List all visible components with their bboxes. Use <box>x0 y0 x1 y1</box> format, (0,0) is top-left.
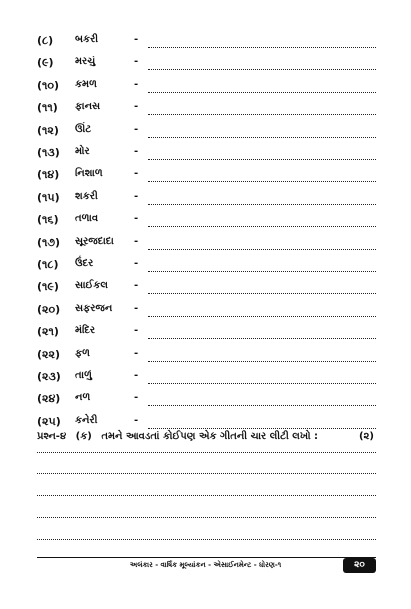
item-number: (૧૧) <box>37 101 58 115</box>
answer-line <box>37 495 376 496</box>
word-row <box>0 31 411 53</box>
item-number: (૯) <box>37 56 54 70</box>
writing-line <box>148 293 376 294</box>
item-dash: - <box>134 414 139 426</box>
item-number: (૨૦) <box>37 302 61 316</box>
word-row <box>0 277 411 299</box>
item-word: સફરજન <box>75 302 113 314</box>
writing-line <box>148 159 376 160</box>
item-dash: - <box>134 302 139 314</box>
word-row <box>0 210 411 232</box>
item-dash: - <box>134 34 139 45</box>
word-row <box>0 53 411 75</box>
item-word: ફાનસ <box>75 101 101 113</box>
question-text: તમને આવડતાં કોઈપણ એક ગીતની ચાર લીટી લખો : <box>101 431 319 442</box>
footer-divider <box>37 557 376 558</box>
item-number: (૧૮) <box>37 258 59 271</box>
item-word: ફળ <box>75 347 90 359</box>
writing-line <box>148 204 376 205</box>
item-dash: - <box>134 56 139 68</box>
word-row <box>0 300 411 322</box>
word-row <box>0 188 411 210</box>
item-word: ઉંદર <box>75 258 94 269</box>
item-number: (૮) <box>37 34 54 47</box>
item-number: (૧૨) <box>37 123 59 137</box>
item-number: (૨૩) <box>37 370 61 383</box>
item-word: ઊંટ <box>75 123 92 135</box>
item-number: (૧૭) <box>37 235 61 249</box>
answer-line <box>37 517 376 518</box>
word-row <box>0 76 411 98</box>
item-dash: - <box>134 325 139 337</box>
item-dash: - <box>134 213 139 225</box>
answer-line <box>37 539 376 540</box>
item-word: કનેરી <box>75 414 98 426</box>
item-number: (૧૫) <box>37 190 60 204</box>
item-dash: - <box>134 146 139 157</box>
item-dash: - <box>134 235 139 247</box>
writing-line <box>148 316 376 317</box>
word-row <box>0 322 411 344</box>
writing-line <box>148 383 376 384</box>
writing-line <box>148 226 376 227</box>
writing-line <box>148 47 376 48</box>
writing-line <box>148 181 376 182</box>
item-number: (૧૩) <box>37 146 60 159</box>
item-dash: - <box>134 123 139 135</box>
item-dash: - <box>134 392 139 404</box>
question-4 <box>37 431 374 447</box>
item-dash: - <box>134 190 139 202</box>
writing-line <box>148 338 376 339</box>
writing-line <box>148 271 376 272</box>
item-word: નળ <box>75 392 91 404</box>
question-label: પ્રશ્ન-૪ <box>37 431 67 442</box>
item-number: (૨૫) <box>37 414 61 428</box>
item-word: મંદિર <box>75 325 96 337</box>
item-number: (૧૬) <box>37 213 59 227</box>
writing-line <box>148 114 376 115</box>
word-row <box>0 367 411 389</box>
item-number: (૨૧) <box>37 325 59 339</box>
item-word: મરચું <box>75 56 96 68</box>
answer-line <box>37 452 376 453</box>
writing-line <box>148 405 376 406</box>
item-word: બકરી <box>75 34 99 45</box>
word-row <box>0 255 411 277</box>
word-row <box>0 98 411 120</box>
word-row <box>0 345 411 367</box>
item-word: નિશાળ <box>75 168 103 180</box>
item-dash: - <box>134 280 139 292</box>
writing-line <box>148 361 376 362</box>
word-row <box>0 389 411 411</box>
word-row <box>0 165 411 187</box>
question-sub: (ક) <box>75 431 92 442</box>
item-word: સાઈકલ <box>75 280 108 292</box>
writing-line <box>148 137 376 138</box>
word-row <box>0 143 411 165</box>
item-number: (૨૨) <box>37 347 60 361</box>
item-dash: - <box>134 258 139 269</box>
item-word: શકરી <box>75 190 98 202</box>
question-marks: (૨) <box>358 431 374 442</box>
item-dash: - <box>134 168 139 180</box>
writing-line <box>148 428 376 429</box>
item-dash: - <box>134 78 139 90</box>
item-number: (૧૦) <box>37 78 60 92</box>
writing-line <box>148 92 376 93</box>
item-dash: - <box>134 347 139 359</box>
word-row <box>0 121 411 143</box>
writing-line <box>148 249 376 250</box>
footer-text: અલંકાર - વાર્ષિક મૂલ્યાંકન - એસાઈનમેન્ટ - ધોરણ-૧ <box>129 561 282 569</box>
item-number: (૨૪) <box>37 392 61 406</box>
item-word: સૂરજદાદા <box>75 235 114 247</box>
item-number: (૧૯) <box>37 280 59 294</box>
item-dash: - <box>134 101 139 113</box>
answer-line <box>37 473 376 474</box>
page-number-badge: ૨૦ <box>343 558 376 573</box>
word-row <box>0 233 411 255</box>
item-number: (૧૪) <box>37 168 60 182</box>
item-word: તળાવ <box>75 213 99 225</box>
item-word: મોર <box>75 146 90 157</box>
item-word: કમળ <box>75 78 97 90</box>
item-dash: - <box>134 370 139 381</box>
writing-line <box>148 69 376 70</box>
item-word: તાળું <box>75 370 92 381</box>
